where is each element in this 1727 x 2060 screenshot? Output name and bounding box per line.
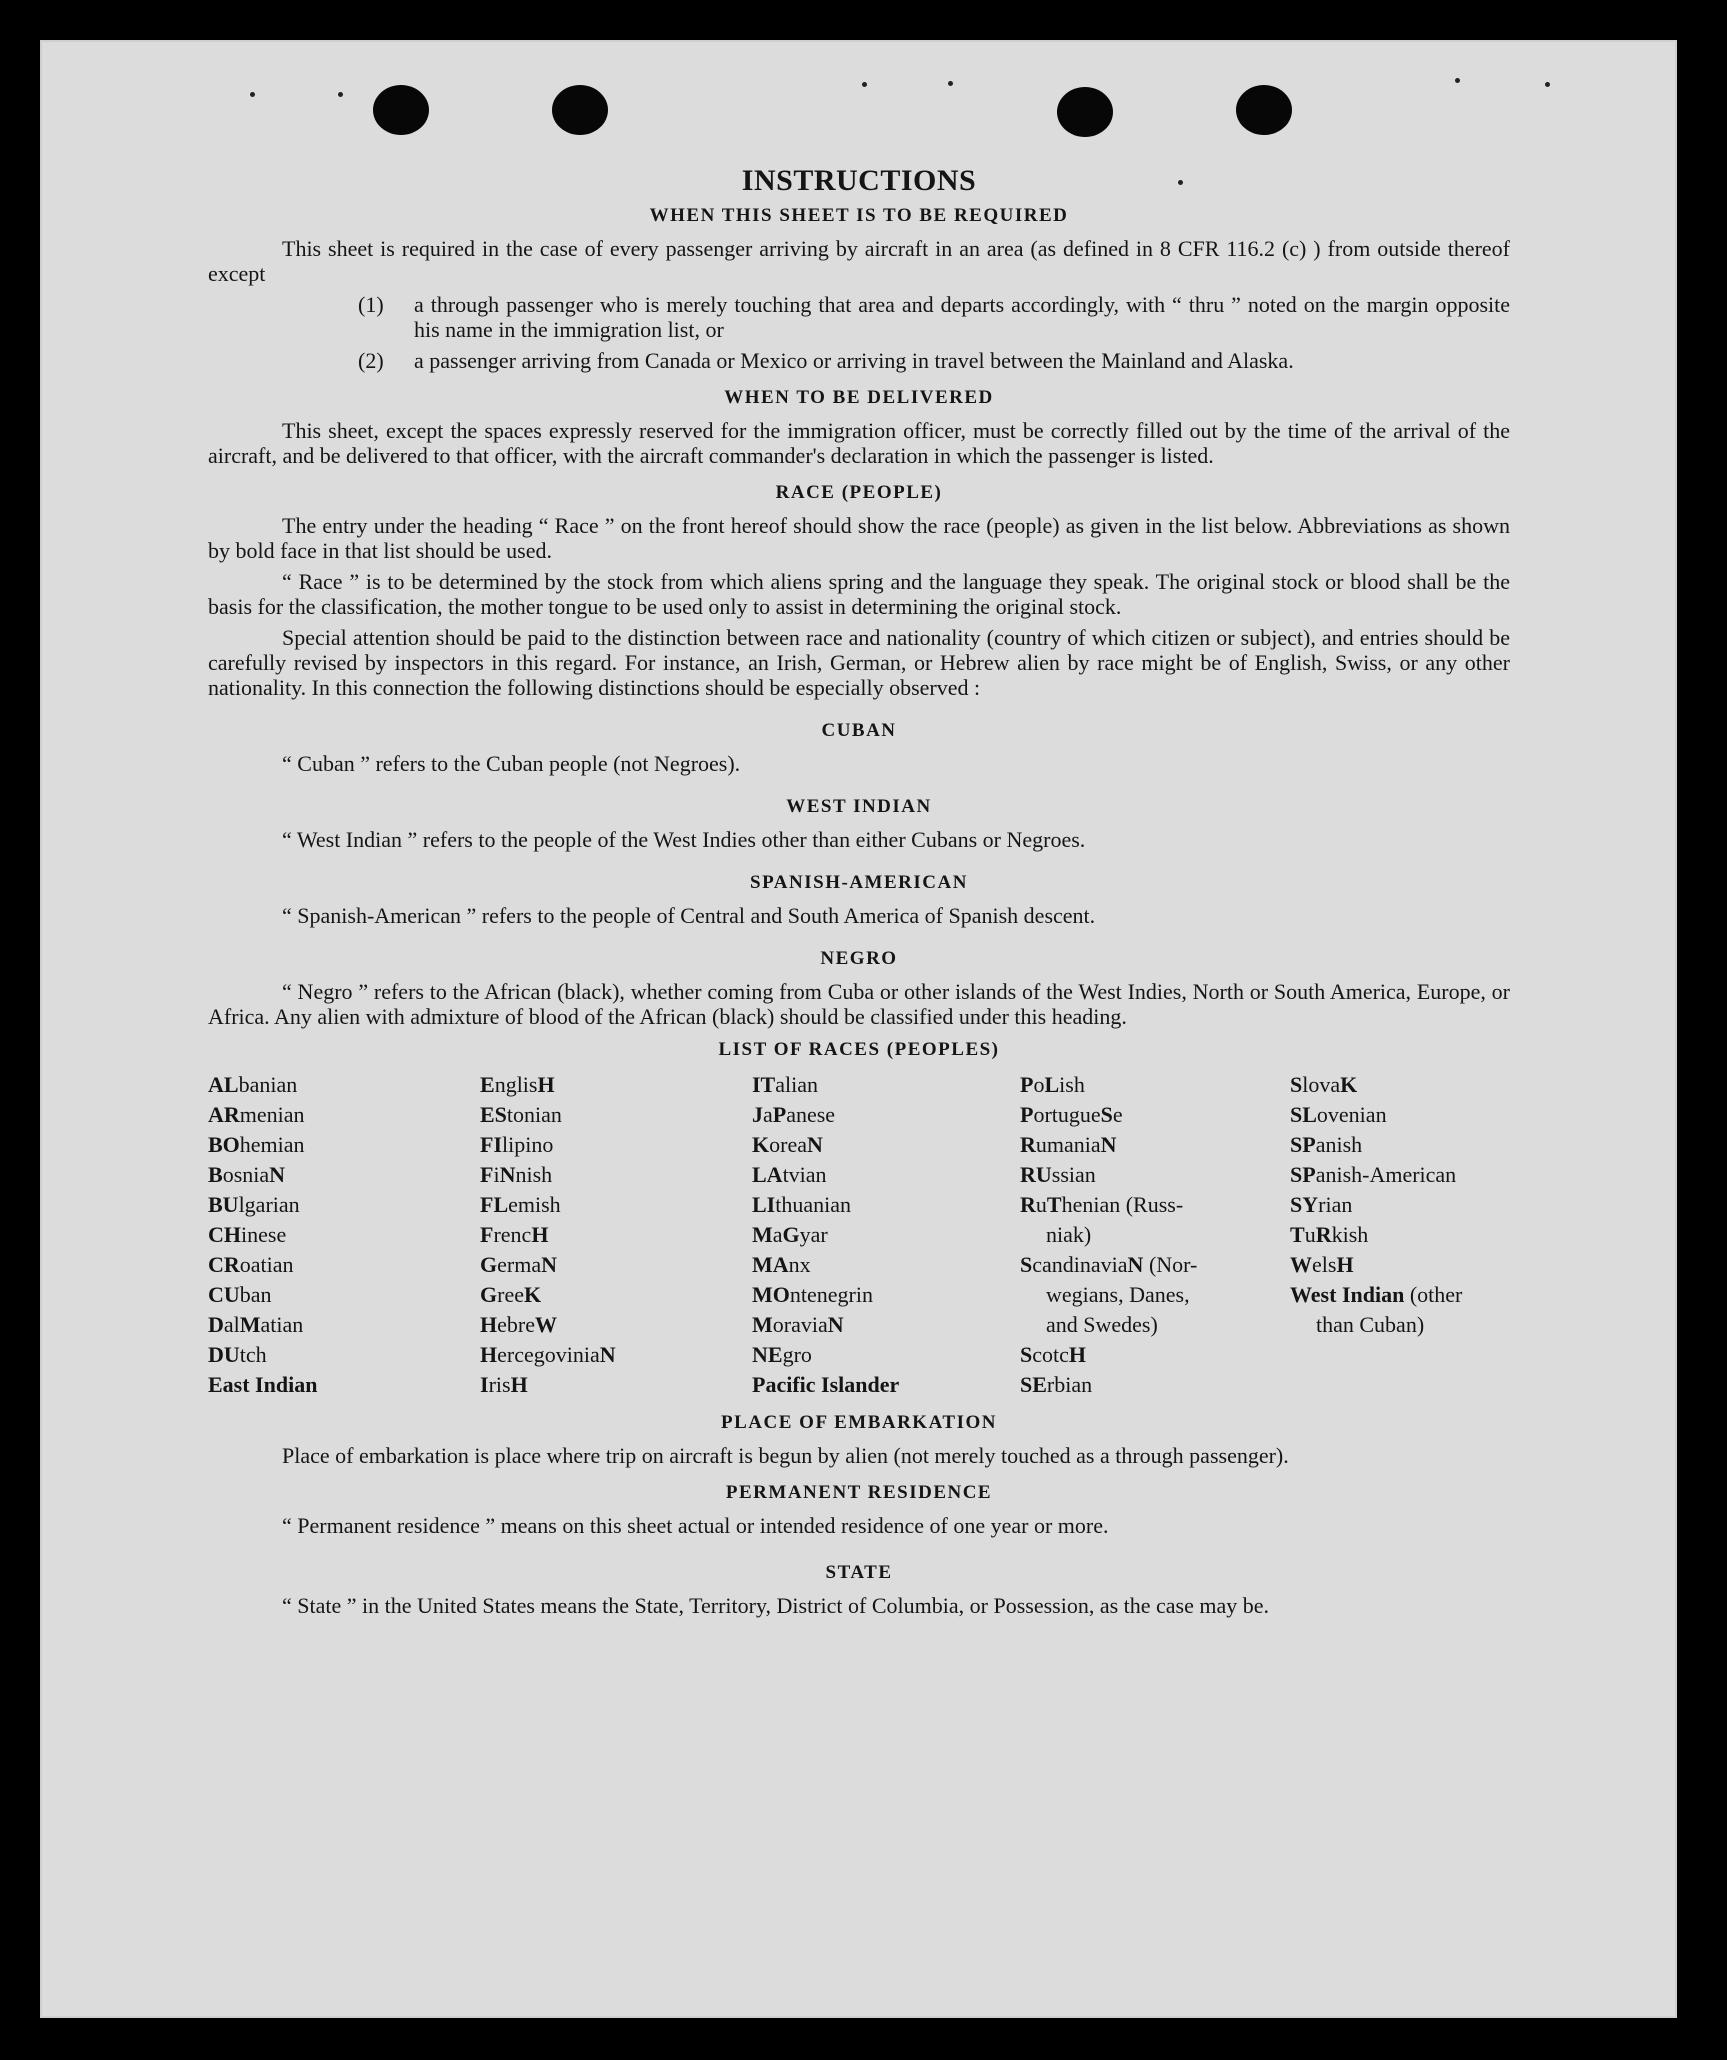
item-number: (2) <box>358 348 384 373</box>
race-letters: kish <box>1331 1222 1369 1247</box>
race-entry <box>208 1160 480 1190</box>
speck <box>338 92 343 97</box>
race-letters: and Swedes) <box>1046 1312 1158 1337</box>
race-entry <box>1290 1100 1510 1130</box>
race-abbrev-letters: G <box>480 1252 498 1277</box>
race-abbrev-letters: S <box>1290 1072 1303 1097</box>
race-letters: umania <box>1035 1132 1101 1157</box>
race-letters: tonian <box>506 1102 562 1127</box>
race-letters: yar <box>799 1222 828 1247</box>
race-letters: rbian <box>1046 1372 1093 1397</box>
race-entry <box>1290 1220 1510 1250</box>
race-letters: tvian <box>782 1162 827 1187</box>
race-abbrev-letters: N <box>499 1162 516 1187</box>
race-abbrev-letters: DU <box>208 1342 240 1367</box>
race-abbrev-letters: H <box>480 1342 498 1367</box>
race-letters: lipino <box>502 1132 554 1157</box>
section-heading: NEGRO <box>820 948 898 969</box>
section-heading: WHEN THIS SHEET IS TO BE REQUIRED <box>649 205 1069 226</box>
race-entry <box>480 1220 752 1250</box>
section-heading: WEST INDIAN <box>786 796 932 817</box>
race-abbrev-letters: N <box>269 1162 286 1187</box>
race-letters: ortugue <box>1033 1102 1101 1127</box>
race-entry <box>480 1280 752 1310</box>
punch-hole <box>1057 87 1113 137</box>
race-letters: a <box>772 1222 783 1247</box>
race-letters: anish <box>1315 1132 1363 1157</box>
race-entry <box>752 1100 1020 1130</box>
race-letters: erma <box>497 1252 542 1277</box>
race-abbrev-letters: T <box>1290 1222 1305 1247</box>
race-letters: thuanian <box>775 1192 852 1217</box>
race-letters: ntenegrin <box>789 1282 873 1307</box>
race-entry <box>752 1250 1020 1280</box>
race-entry <box>1020 1160 1290 1190</box>
race-entry <box>208 1310 480 1340</box>
list-item <box>358 292 1510 342</box>
race-abbrev-letters: H <box>1336 1252 1354 1277</box>
race-entry <box>1290 1160 1510 1190</box>
race-abbrev-letters: E <box>480 1072 495 1097</box>
section-heading: SPANISH-AMERICAN <box>750 872 968 893</box>
race-abbrev-letters: FL <box>480 1192 509 1217</box>
race-abbrev-letters: MA <box>752 1252 789 1277</box>
race-abbrev-letters: S <box>1020 1342 1033 1367</box>
race-abbrev-letters: F <box>480 1162 494 1187</box>
race-abbrev-letters: M <box>752 1312 773 1337</box>
race-abbrev-letters: P <box>1020 1072 1034 1097</box>
race-letters: henian (Russ- <box>1061 1192 1184 1217</box>
paragraph: “ Cuban ” refers to the Cuban people (not Negroes). <box>282 751 741 776</box>
race-abbrev-letters: LI <box>752 1192 776 1217</box>
race-letters: al <box>223 1312 240 1337</box>
race-abbrev-letters: I <box>480 1372 489 1397</box>
race-letters: rian <box>1318 1192 1353 1217</box>
race-letters: emish <box>508 1192 561 1217</box>
speck <box>1455 78 1460 83</box>
race-abbrev-letters: H <box>1068 1342 1087 1367</box>
race-letters: oravia <box>772 1312 828 1337</box>
race-entry <box>1290 1190 1510 1220</box>
race-letters: anish-American <box>1315 1162 1457 1187</box>
race-letters: ish <box>1059 1072 1085 1097</box>
item-text: a through passenger who is merely touching that area and departs accordingly, with “ thru ” noted on the margin opposite his name in the immigration list, or <box>414 292 1510 342</box>
punch-hole <box>1236 85 1292 135</box>
race-abbrev-letters: G <box>782 1222 800 1247</box>
race-entry <box>208 1280 480 1310</box>
race-abbrev-letters: CR <box>208 1252 240 1277</box>
race-letters: ree <box>497 1282 524 1307</box>
race-abbrev-letters: SP <box>1290 1132 1316 1157</box>
race-entry <box>752 1340 1020 1370</box>
race-abbrev-letters: CU <box>208 1282 240 1307</box>
race-letters: osnia <box>222 1162 270 1187</box>
race-abbrev-letters: W <box>1290 1252 1312 1277</box>
race-letters: banian <box>238 1072 298 1097</box>
race-abbrev-letters: AR <box>208 1102 240 1127</box>
race-letters: tch <box>239 1342 267 1367</box>
race-letters: menian <box>239 1102 305 1127</box>
race-abbrev-letters: ES <box>480 1102 507 1127</box>
race-entry <box>752 1130 1020 1160</box>
race-abbrev-letters: R <box>1020 1192 1036 1217</box>
race-abbrev-letters: M <box>752 1222 773 1247</box>
paragraph: “ State ” in the United States means the State, Territory, District of Columbia, or Possession, as the case may be. <box>282 1593 1270 1618</box>
paragraph: “ West Indian ” refers to the people of the West Indies other than either Cubans or Negroes. <box>282 827 1086 852</box>
race-letters: renc <box>493 1222 532 1247</box>
section-heading: STATE <box>825 1562 893 1583</box>
races-column <box>752 1070 1020 1400</box>
speck <box>1545 82 1550 87</box>
race-abbrev-letters: H <box>510 1372 528 1397</box>
race-abbrev-letters: M <box>239 1312 261 1337</box>
section-heading: RACE (PEOPLE) <box>775 482 943 503</box>
race-abbrev-letters: K <box>523 1282 542 1307</box>
race-entry <box>208 1130 480 1160</box>
race-letters: i <box>493 1162 500 1187</box>
race-abbrev-letters: P <box>772 1102 787 1127</box>
paragraph: “ Negro ” refers to the African (black), whether coming from Cuba or other islands of the West Indies, North or South America, Europe, or Africa. Any alien with admixture of blood of the African (black) should be classified under this heading. <box>208 979 1510 1029</box>
instructions-content <box>208 164 1510 1618</box>
race-abbrev-letters: N <box>806 1132 823 1157</box>
speck <box>250 92 255 97</box>
race-abbrev-letters: SL <box>1290 1102 1317 1127</box>
race-letters: than Cuban) <box>1316 1312 1425 1337</box>
race-entry <box>1020 1220 1290 1250</box>
race-entry <box>752 1160 1020 1190</box>
race-entry <box>480 1130 752 1160</box>
race-entry <box>752 1310 1020 1340</box>
race-abbrev-letters: N <box>1100 1132 1117 1157</box>
race-entry <box>208 1340 480 1370</box>
paragraph: Place of embarkation is place where trip on aircraft is begun by alien (not merely touched as a through passenger). <box>282 1443 1289 1468</box>
paragraph: Special attention should be paid to the distinction between race and nationality (country of which citizen or subject), and entries should be carefully revised by inspectors in this regard. For instance, an Irish, German, or Hebrew alien by race might be of English, Swiss, or any other nationality. In this connection the following distinctions should be especially observed : <box>208 625 1510 700</box>
race-abbrev-letters: H <box>480 1312 498 1337</box>
race-letters: els <box>1312 1252 1337 1277</box>
race-abbrev-letters: LA <box>752 1162 783 1187</box>
race-entry <box>1020 1370 1290 1400</box>
race-letters: alian <box>775 1072 819 1097</box>
race-entry <box>1020 1280 1290 1310</box>
section-heading: PLACE OF EMBARKATION <box>721 1412 997 1433</box>
item-number: (1) <box>358 292 384 317</box>
race-entry <box>208 1250 480 1280</box>
race-abbrev-letters: F <box>480 1222 494 1247</box>
race-abbrev-letters: East Indian <box>208 1372 318 1397</box>
race-letters: ebre <box>497 1312 535 1337</box>
races-column <box>208 1070 480 1400</box>
race-abbrev-letters: NE <box>752 1342 783 1367</box>
race-letters: ovenian <box>1316 1102 1387 1127</box>
paragraph: This sheet, except the spaces expressly reserved for the immigration officer, must be correctly filled out by the time of the arrival of the aircraft, and be delivered to that officer, with the aircraft commander's declaration in which the passenger is listed. <box>208 418 1510 468</box>
race-entry <box>480 1070 752 1100</box>
race-entry <box>1290 1070 1510 1100</box>
speck <box>948 81 953 86</box>
race-letters: wegians, Danes, <box>1046 1282 1190 1307</box>
race-entry <box>752 1070 1020 1100</box>
race-abbrev-letters: R <box>1020 1132 1036 1157</box>
page-title: INSTRUCTIONS <box>741 164 977 197</box>
race-entry <box>1020 1310 1290 1340</box>
race-letters: hemian <box>239 1132 305 1157</box>
race-abbrev-letters: W <box>534 1312 557 1337</box>
race-entry <box>752 1190 1020 1220</box>
race-abbrev-letters: B <box>208 1162 223 1187</box>
race-abbrev-letters: N <box>1127 1252 1144 1277</box>
race-entry <box>1020 1340 1290 1370</box>
race-entry <box>480 1250 752 1280</box>
race-abbrev-letters: SP <box>1290 1162 1316 1187</box>
race-entry <box>208 1220 480 1250</box>
race-entry <box>1290 1310 1510 1340</box>
punch-hole <box>552 85 608 135</box>
race-letters: cotc <box>1032 1342 1069 1367</box>
race-letters: anese <box>786 1102 836 1127</box>
race-entry <box>1020 1190 1290 1220</box>
races-list <box>208 1070 1510 1400</box>
section-heading: WHEN TO BE DELIVERED <box>724 387 994 408</box>
race-letters: ssian <box>1051 1162 1096 1187</box>
race-abbrev-letters: P <box>1020 1102 1034 1127</box>
race-abbrev-letters: D <box>208 1312 224 1337</box>
race-letters: oatian <box>239 1252 294 1277</box>
race-letters: lova <box>1302 1072 1341 1097</box>
race-letters: lgarian <box>238 1192 300 1217</box>
race-abbrev-letters: K <box>752 1132 770 1157</box>
race-entry <box>1020 1100 1290 1130</box>
races-column <box>480 1070 752 1400</box>
races-column <box>1020 1070 1290 1400</box>
race-letters: (other <box>1404 1282 1463 1307</box>
race-abbrev-letters: T <box>1046 1192 1062 1217</box>
list-item <box>358 348 1510 373</box>
race-letters: o <box>1033 1072 1045 1097</box>
race-entry <box>1020 1130 1290 1160</box>
race-abbrev-letters: RU <box>1020 1162 1052 1187</box>
race-entry <box>208 1370 480 1400</box>
race-entry <box>480 1160 752 1190</box>
paragraph: The entry under the heading “ Race ” on the front hereof should show the race (people) as given in the list below. Abbreviations as shown by bold face in that list should be used. <box>208 513 1510 563</box>
race-abbrev-letters: FI <box>480 1132 502 1157</box>
race-abbrev-letters: L <box>1044 1072 1060 1097</box>
race-letters: niak) <box>1046 1222 1092 1247</box>
race-abbrev-letters: SY <box>1290 1192 1319 1217</box>
race-entry <box>1020 1070 1290 1100</box>
race-abbrev-letters: SE <box>1020 1372 1047 1397</box>
race-abbrev-letters: N <box>599 1342 616 1367</box>
race-entry <box>480 1100 752 1130</box>
race-letters: gro <box>782 1342 812 1367</box>
race-entry <box>752 1280 1020 1310</box>
races-column <box>1290 1070 1510 1400</box>
race-letters: ban <box>239 1282 272 1307</box>
race-abbrev-letters: West Indian <box>1290 1282 1405 1307</box>
race-entry <box>480 1340 752 1370</box>
race-abbrev-letters: K <box>1340 1072 1358 1097</box>
punch-hole <box>373 85 429 135</box>
race-letters: nx <box>788 1252 811 1277</box>
race-letters: nish <box>515 1162 553 1187</box>
race-entry <box>480 1190 752 1220</box>
race-letters: nglis <box>494 1072 538 1097</box>
race-letters: (Nor- <box>1143 1252 1198 1277</box>
race-letters: candinavia <box>1032 1252 1128 1277</box>
race-abbrev-letters: Pacific Islander <box>752 1372 900 1397</box>
race-entry <box>480 1370 752 1400</box>
race-abbrev-letters: N <box>541 1252 557 1277</box>
race-abbrev-letters: H <box>537 1072 555 1097</box>
race-letters: orea <box>769 1132 807 1157</box>
race-abbrev-letters: G <box>480 1282 498 1307</box>
speck <box>862 82 867 87</box>
section-heading: LIST OF RACES (PEOPLES) <box>718 1039 1000 1060</box>
race-abbrev-letters: AL <box>208 1072 239 1097</box>
race-entry <box>1290 1280 1510 1310</box>
race-abbrev-letters: BU <box>208 1192 239 1217</box>
race-abbrev-letters: MO <box>752 1282 790 1307</box>
race-abbrev-letters: R <box>1315 1222 1332 1247</box>
race-letters: e <box>1112 1102 1123 1127</box>
race-abbrev-letters: CH <box>208 1222 241 1247</box>
race-letters: ercegovinia <box>497 1342 600 1367</box>
race-letters: ris <box>488 1372 511 1397</box>
race-abbrev-letters: S <box>1100 1102 1113 1127</box>
race-abbrev-letters: IT <box>752 1072 776 1097</box>
item-text: a passenger arriving from Canada or Mexico or arriving in travel between the Mainland and Alaska. <box>414 348 1294 373</box>
race-abbrev-letters: J <box>752 1102 763 1127</box>
race-abbrev-letters: N <box>827 1312 844 1337</box>
race-letters: a <box>763 1102 773 1127</box>
section-heading: PERMANENT RESIDENCE <box>725 1482 993 1503</box>
race-abbrev-letters: H <box>531 1222 549 1247</box>
race-entry <box>752 1220 1020 1250</box>
race-entry <box>752 1370 1020 1400</box>
race-letters: inese <box>241 1222 287 1247</box>
race-letters: u <box>1035 1192 1047 1217</box>
paragraph: This sheet is required in the case of every passenger arriving by aircraft in an area (as defined in 8 CFR 116.2 (c) ) from outside thereof except <box>208 236 1510 286</box>
race-entry <box>208 1190 480 1220</box>
race-entry <box>1020 1250 1290 1280</box>
race-entry <box>208 1100 480 1130</box>
section-heading: CUBAN <box>821 720 897 741</box>
paragraph: “ Race ” is to be determined by the stock from which aliens spring and the language they speak. The original stock or blood shall be the basis for the classification, the mother tongue to be used only to assist in determining the original stock. <box>208 569 1510 619</box>
paragraph: “ Permanent residence ” means on this sheet actual or intended residence of one year or more. <box>282 1513 1109 1538</box>
race-entry <box>208 1070 480 1100</box>
race-abbrev-letters: BO <box>208 1132 240 1157</box>
race-abbrev-letters: S <box>1020 1252 1033 1277</box>
paragraph: “ Spanish-American ” refers to the people of Central and South America of Spanish descent. <box>282 903 1096 928</box>
race-entry <box>1290 1250 1510 1280</box>
race-entry <box>1290 1130 1510 1160</box>
race-entry <box>480 1310 752 1340</box>
race-letters: u <box>1304 1222 1316 1247</box>
race-letters: atian <box>260 1312 304 1337</box>
